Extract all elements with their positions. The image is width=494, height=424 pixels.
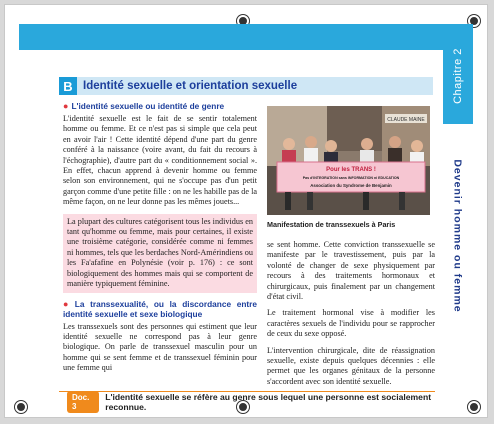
- banner-line-3: Association du Syndrome de Benjamin: [310, 183, 392, 188]
- section-title: Identité sexuelle et orientation sexuelle: [83, 80, 298, 92]
- section-letter: B: [59, 77, 77, 95]
- paragraph-cultures: La plupart des cultures catégorisent tous les individus en tant qu'homme ou femme, mais pour certaines, il existe une troisième catégorie, considérée comme ni femmes ni hommes, tels que les berdaches Nord-Amérindiens ou les Fa'afafine en Polynésie (voir p. 176) : ce sont biologiquement des hommes mais qui se comportent de manière typiquement féminine.: [63, 214, 257, 293]
- paragraph-conviction: se sent homme. Cette conviction transsexuelle se manifeste par le travestissement, puis par la volonté de changer de sexe physiquement par recours à des traitements hormonaux et chirurgicaux, puis finalement par un changement d'état civil.: [267, 240, 435, 302]
- shop-sign: CLAUDE MAINE: [387, 117, 425, 123]
- left-column: [63, 101, 257, 380]
- banner-line-1: Pour les TRANS !: [326, 167, 376, 173]
- bullet-icon: ●: [63, 298, 72, 309]
- subhead-identity: ● L'identité sexuelle ou identité de genre: [63, 101, 225, 111]
- banner-line-2: Pas d'INTEGRATION sans INFORMATION ni EDUCATION: [302, 176, 400, 180]
- protest-photo: [267, 106, 430, 215]
- doc-badge: Doc. 3: [67, 391, 99, 413]
- top-color-bar-right: [247, 24, 445, 50]
- photo-caption: Manifestation de transsexuels à Paris: [267, 220, 396, 229]
- doc-definition: [67, 394, 447, 410]
- doc-text: L'identité sexuelle se réfère au genre sous lequel une personne est socialement reconnue.: [105, 392, 432, 412]
- right-column: [267, 240, 435, 393]
- top-color-bar: [19, 24, 247, 50]
- chapter-tab-label-wrap: [445, 29, 471, 123]
- chapter-side-title-wrap: [445, 161, 471, 311]
- bullet-icon: ●: [63, 101, 69, 111]
- paragraph-hormonal: Le traitement hormonal vise à modifier les caractères sexuels de l'individu pour se rapprocher de ceux du sexe opposé.: [267, 308, 435, 339]
- textbook-page: [4, 4, 488, 418]
- registration-mark-left: [15, 401, 27, 413]
- paragraph-transsexuals: Les transsexuels sont des personnes qui estiment que leur identité sexuelle ne correspond pas à leur genre biologique. On parle de transsexuel masculin pour un homme qui se sent femme et de transsexuel féminin pour une femme qui: [63, 321, 257, 373]
- chapter-tab-label: Chapitre 2: [452, 48, 465, 104]
- section-header: [59, 77, 433, 95]
- chapter-side-title: Devenir homme ou femme: [452, 159, 465, 313]
- subhead-transsexuality: ● La transsexualité, ou la discordance entre identité sexuelle et sexe biologique: [63, 298, 257, 319]
- registration-mark-right: [468, 401, 480, 413]
- paragraph-identity: L'identité sexuelle est le fait de se sentir totalement homme ou femme. Et ce n'est pas si simple que cela peut en avoir l'air ! Cette identité dépend d'une part du genre conféré à la naissance (voire avant, du fait du recours à l'échographie), d'autre part du « conditionnement social ». En effet, chacun apprend à devenir homme ou femme selon son environnement, qui ne s'occupe pas d'un petit garçon comme d'une petite fille : on ne les habille pas de la même façon, on ne leur donne pas les mêmes jouets...: [63, 114, 257, 207]
- paragraph-surgery: L'intervention chirurgicale, dite de réassignation sexuelle, existe depuis quelques décennies : elle permet que les organes génitaux de la personne s'accordent avec son identité sexuelle.: [267, 345, 435, 386]
